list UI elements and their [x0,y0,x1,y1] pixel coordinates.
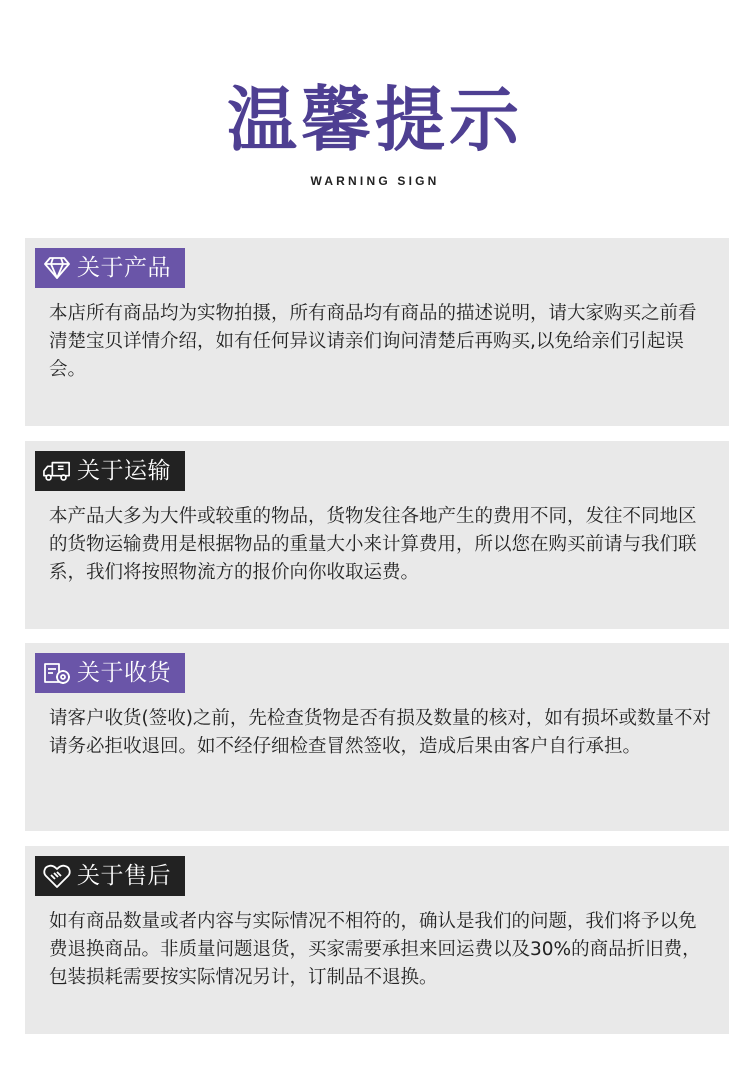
page-title: 温馨提示 [227,79,523,161]
section-tag-aftersales [35,856,185,896]
section-label-aftersales: 关于售后 [77,863,171,889]
section-label-product: 关于产品 [77,255,171,281]
section-card-shipping [25,441,729,629]
section-card-receiving [25,643,729,831]
section-card-product [25,238,729,426]
page-subtitle: WARNING SIGN [310,174,440,188]
section-label-receiving: 关于收货 [77,660,171,686]
section-label-shipping: 关于运输 [77,458,171,484]
delivery-truck-icon [43,457,71,485]
section-tag-shipping [35,451,185,491]
section-text-shipping: 本产品大多为大件或较重的物品，货物发往各地产生的费用不同，发往不同地区的货物运输费用是根据物品的重量大小来计算费用，所以您在购买前请与我们联系，我们将按照物流方的报价向你收取运费。 [49,506,697,583]
section-card-aftersales [25,846,729,1034]
section-text-aftersales: 如有商品数量或者内容与实际情况不相符的，确认是我们的问题，我们将予以免费退换商品。非质量问题退货，买家需要承担来回运费以及30%的商品折旧费，包装损耗需要按实际情况另计，订制品不退换。 [49,911,701,988]
diamond-icon [43,254,71,282]
section-text-product: 本店所有商品均为实物拍摄，所有商品均有商品的描述说明，请大家购买之前看清楚宝贝详情介绍，如有任何异议请亲们询问清楚后再购买,以免给亲们引起误会。 [49,303,697,380]
package-receive-icon [43,659,71,687]
handshake-heart-icon [43,862,71,890]
section-text-receiving: 请客户收货(签收)之前，先检查货物是否有损及数量的核对，如有损坏或数量不对请务必拒收退回。如不经仔细检查冒然签收，造成后果由客户自行承担。 [49,708,711,757]
section-tag-receiving [35,653,185,693]
section-tag-product [35,248,185,288]
